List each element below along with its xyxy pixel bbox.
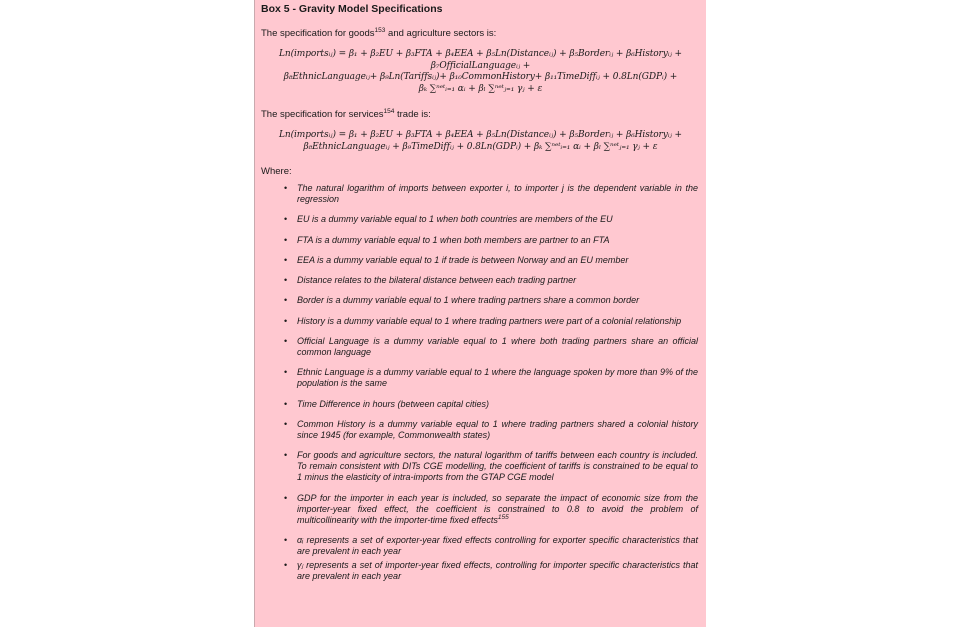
bullet-icon: •	[284, 254, 288, 265]
list-item	[261, 316, 700, 327]
bullet-icon: •	[284, 418, 288, 429]
bullet-icon: •	[284, 315, 288, 326]
services-equation-line: β₈EthnicLanguageᵢⱼ + β₉TimeDiffᵢⱼ + 0.8Ln(GDPᵢ) + βₖ ∑ⁿᵉᵗᵢ₌₁ αᵢ + βₗ ∑ⁿᵉᵗⱼ₌₁ γⱼ + ε	[303, 141, 658, 152]
bullet-icon: •	[284, 559, 288, 570]
list-item-text: γⱼ represents a set of importer-year fixed effects, controlling for importer specific characteristics that are prevalent in each year	[297, 559, 698, 581]
list-item-text: GDP for the importer in each year is included, so separate the impact of economic size from the importer-year fixed effect, the coefficient is constrained to 0.8 to avoid the problem of multicollinearity with the importer-time fixed effects	[297, 492, 698, 525]
goods-intro-text: The specification for goods	[261, 28, 375, 39]
bullet-icon: •	[284, 534, 288, 545]
list-item-text: EEA is a dummy variable equal to 1 if trade is between Norway and an EU member	[297, 254, 629, 265]
services-specification-intro	[261, 109, 700, 121]
bullet-icon: •	[284, 398, 288, 409]
goods-equation-line: Ln(importsᵢⱼ) = β₁ + β₂EU + β₃FTA + β₄EEA + β₅Ln(Distanceᵢⱼ) + β₅Borderᵢⱼ + β₆Historyᵢⱼ +	[279, 49, 682, 59]
list-item-text: αᵢ represents a set of exporter-year fixed effects controlling for exporter specific characteristics that are prevalent in each year	[297, 534, 698, 556]
footnote-154[interactable]: 154	[383, 107, 395, 115]
services-equation	[261, 130, 700, 153]
gravity-model-box	[254, 0, 706, 627]
where-label: Where:	[261, 166, 292, 177]
list-item-text: Ethnic Language is a dummy variable equal to 1 where the language spoken by more than 9% of the population is the same	[297, 367, 698, 389]
services-intro-text: The specification for services	[261, 109, 384, 120]
list-item-text: EU is a dummy variable equal to 1 when both countries are members of the EU	[297, 214, 613, 225]
goods-equation	[261, 49, 700, 95]
list-item	[261, 399, 700, 410]
bullet-icon: •	[284, 492, 288, 503]
list-item-text: The natural logarithm of imports between exporter i, to importer j is the dependent variable in the regression	[297, 183, 698, 204]
list-item-text: For goods and agriculture sectors, the natural logarithm of tariffs between each country is included. To remain consistent with DITs CGE modelling, the coefficient of tariffs is constrained to be equal to 1 minus the elasticity of intra-imports from the GTAP CGE model	[297, 450, 698, 483]
list-item-text: Official Language is a dummy variable equal to 1 where both trading partners share an official common language	[297, 336, 698, 358]
services-intro-text-end: trade is:	[394, 109, 431, 120]
list-item	[261, 235, 700, 246]
list-item-text: Time Difference in hours (between capital cities)	[297, 398, 490, 409]
list-item	[261, 367, 700, 389]
list-item-text: FTA is a dummy variable equal to 1 when both members are partner to an FTA	[297, 234, 610, 245]
list-item	[261, 183, 700, 205]
bullet-icon: •	[284, 234, 288, 245]
list-item	[261, 295, 700, 306]
list-item	[261, 275, 700, 286]
footnote-155[interactable]: 155	[497, 513, 509, 521]
list-item-text: Border is a dummy variable equal to 1 where trading partners share a common border	[297, 295, 640, 306]
services-equation-line: Ln(importsᵢⱼ) = β₁ + β₂EU + β₃FTA + β₄EEA + β₅Ln(Distanceᵢⱼ) + β₅Borderᵢⱼ + β₆Historyᵢⱼ +	[279, 130, 682, 140]
goods-equation-line: β₈EthnicLanguageᵢⱼ+ β₉Ln(Tariffsᵢⱼ)+ β₁₀CommonHistory+ β₁₁TimeDiffᵢⱼ + 0.8Ln(GDPᵢ) +	[283, 72, 678, 82]
list-item	[261, 419, 700, 441]
list-item-text: Common History is a dummy variable equal to 1 where trading partners shared a colonial history since 1945 (for example, Commonwealth states)	[297, 418, 698, 440]
list-item	[261, 560, 700, 582]
list-item	[261, 255, 700, 266]
list-item	[261, 214, 700, 225]
bullet-icon: •	[284, 367, 288, 378]
list-item	[261, 450, 700, 483]
bullet-icon: •	[284, 214, 288, 225]
variable-definitions-list	[261, 183, 700, 582]
bullet-icon: •	[284, 275, 288, 286]
footnote-153[interactable]: 153	[374, 26, 386, 34]
bullet-icon: •	[284, 450, 288, 461]
list-item-text: History is a dummy variable equal to 1 where trading partners were part of a colonial relationship	[297, 315, 682, 326]
bullet-icon: •	[284, 336, 288, 347]
list-item-text: Distance relates to the bilateral distance between each trading partner	[297, 275, 577, 286]
goods-intro-text-end: and agriculture sectors is:	[385, 28, 497, 39]
box-title: Box 5 - Gravity Model Specifications	[261, 3, 443, 15]
bullet-icon: •	[284, 183, 288, 193]
bullet-icon: •	[284, 295, 288, 306]
list-item	[261, 336, 700, 358]
goods-equation-line: βₖ ∑ⁿᵉᵗᵢ₌₁ αᵢ + βₗ ∑ⁿᵉᵗⱼ₌₁ γⱼ + ε	[418, 83, 543, 94]
list-item	[261, 535, 700, 557]
goods-equation-line: β₇OfficialLanguageᵢⱼ +	[430, 60, 531, 71]
goods-specification-intro	[261, 28, 700, 40]
list-item	[261, 493, 700, 526]
